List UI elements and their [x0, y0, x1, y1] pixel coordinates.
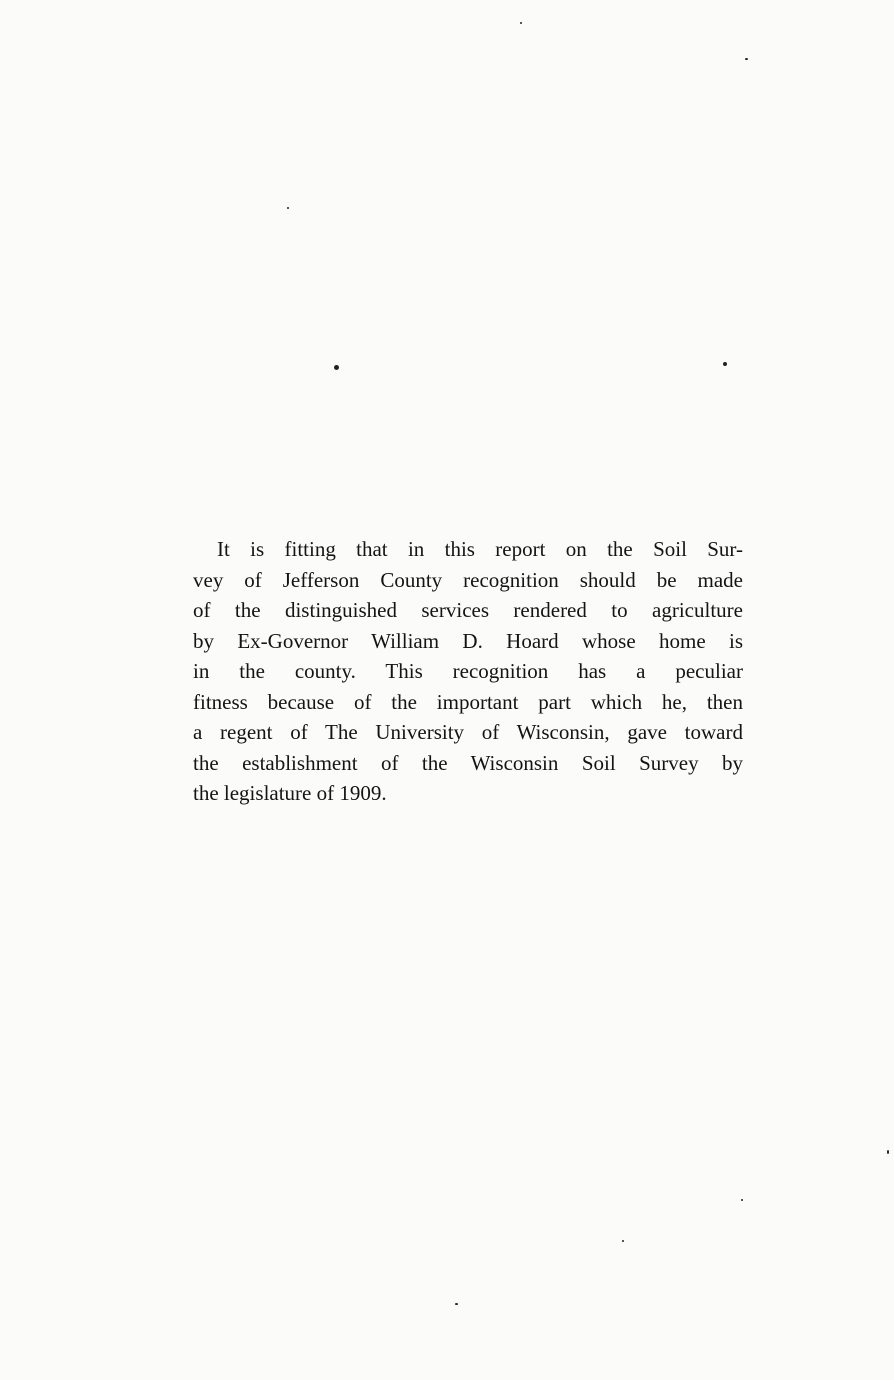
dedication-line: the legislature of 1909. [193, 781, 387, 805]
dedication-line: in the county. This recognition has a peculiar [193, 659, 743, 683]
ink-speck [887, 1150, 889, 1154]
dedication-line: the establishment of the Wisconsin Soil Survey by [193, 750, 743, 775]
dedication-paragraph [193, 534, 743, 809]
ink-speck [745, 58, 748, 60]
ink-speck [287, 207, 289, 209]
ink-speck [520, 22, 522, 24]
dedication-line: vey of Jefferson County recognition should be made [193, 567, 743, 592]
ink-speck [741, 1199, 743, 1201]
dedication-line: of the distinguished services rendered to agriculture [193, 598, 743, 622]
ink-speck [723, 362, 727, 366]
ink-speck [334, 365, 339, 370]
ink-speck [622, 1240, 624, 1242]
ink-speck [455, 1303, 458, 1305]
dedication-line: It is fitting that in this report on the Soil Sur- [217, 537, 743, 561]
dedication-line: by Ex-Governor William D. Hoard whose home is [193, 628, 743, 653]
dedication-line: fitness because of the important part which he, then [193, 689, 743, 714]
dedication-line: a regent of The University of Wisconsin, gave toward [193, 720, 743, 744]
